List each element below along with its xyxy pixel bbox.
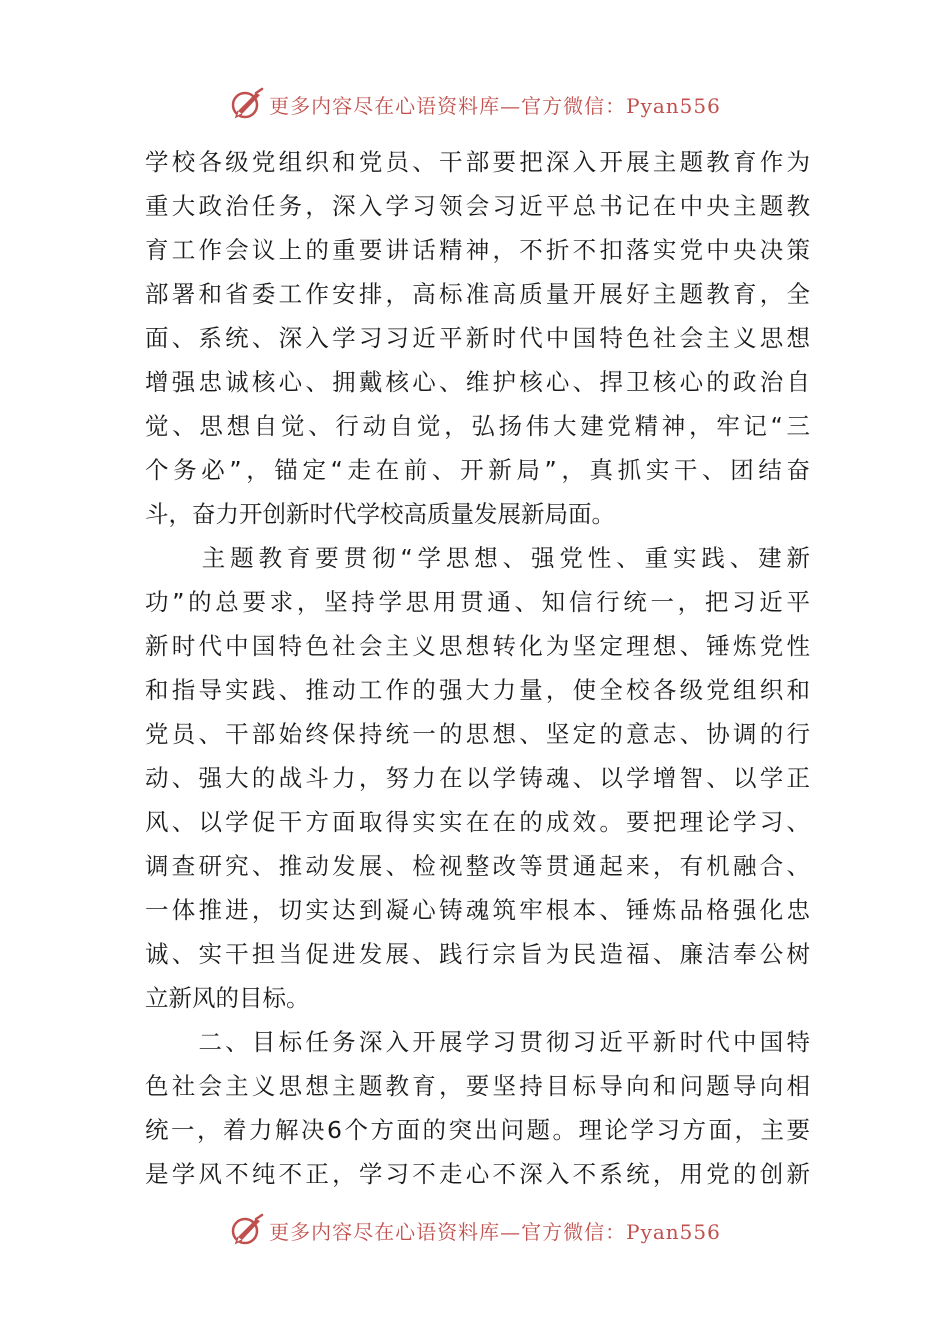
text-line: 是学风不纯不正，学习不走心不深入不系统，用党的创新 (145, 1160, 810, 1188)
text-line: 育工作会议上的重要讲话精神，不折不扣落实党中央决策 (145, 236, 810, 264)
watermark-text: 更多内容尽在心语资料库—官方微信：Pyan556 (269, 93, 721, 118)
pen-circle-logo-icon (229, 1212, 265, 1248)
text-line: 个务必”，锚定“走在前、开新局”，真抓实干、团结奋 (145, 456, 810, 484)
header-watermark (0, 84, 950, 124)
text-line: 一体推进，切实达到凝心铸魂筑牢根本、锤炼品格强化忠 (145, 896, 810, 924)
text-line: 学校各级党组织和党员、干部要把深入开展主题教育作为 (145, 148, 810, 176)
text-line: 和指导实践、推动工作的强大力量，使全校各级党组织和 (145, 676, 810, 704)
text-line: 调查研究、推动发展、检视整改等贯通起来，有机融合、 (145, 852, 810, 880)
paragraph-3 (145, 1020, 810, 1196)
text-line: 立新风的目标。 (145, 984, 310, 1012)
text-line: 动、强大的战斗力，努力在以学铸魂、以学增智、以学正 (145, 764, 810, 792)
paragraph-2 (145, 536, 810, 1020)
text-line: 风、以学促干方面取得实实在在的成效。要把理论学习、 (145, 808, 810, 836)
watermark-text: 更多内容尽在心语资料库—官方微信：Pyan556 (269, 1219, 721, 1244)
text-line: 二、目标任务深入开展学习贯彻习近平新时代中国特 (145, 1028, 810, 1056)
text-line: 新时代中国特色社会主义思想转化为坚定理想、锤炼党性 (145, 632, 810, 660)
document-body (145, 140, 810, 1196)
text-line: 色社会主义思想主题教育，要坚持目标导向和问题导向相 (145, 1072, 810, 1100)
text-line: 党员、干部始终保持统一的思想、坚定的意志、协调的行 (145, 720, 810, 748)
text-line: 斗，奋力开创新时代学校高质量发展新局面。 (145, 500, 615, 528)
text-line: 重大政治任务，深入学习领会习近平总书记在中央主题教 (145, 192, 810, 220)
paragraph-1 (145, 140, 810, 536)
text-line: 部署和省委工作安排，高标准高质量开展好主题教育，全 (145, 280, 810, 308)
text-line: 统一，着力解决6个方面的突出问题。理论学习方面，主要 (145, 1116, 810, 1144)
text-line: 诚、实干担当促进发展、践行宗旨为民造福、廉洁奉公树 (145, 940, 810, 968)
footer-watermark (0, 1210, 950, 1250)
text-line: 面、系统、深入学习习近平新时代中国特色社会主义思想 (145, 324, 810, 352)
text-line: 觉、思想自觉、行动自觉，弘扬伟大建党精神，牢记“三 (145, 412, 810, 440)
pen-circle-logo-icon (229, 86, 265, 122)
text-line: 增强忠诚核心、拥戴核心、维护核心、捍卫核心的政治自 (145, 368, 810, 396)
text-line: 功”的总要求，坚持学思用贯通、知信行统一，把习近平 (145, 588, 810, 616)
text-line: 主题教育要贯彻“学思想、强党性、重实践、建新 (145, 544, 810, 572)
